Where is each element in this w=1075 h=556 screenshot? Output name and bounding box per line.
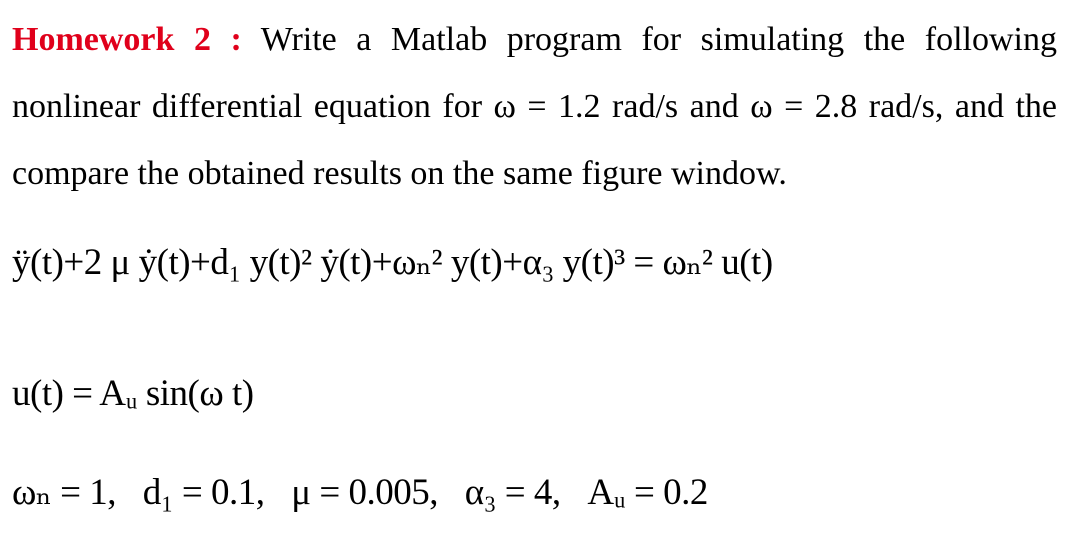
main-equation: ÿ(t)+2 μ ẏ(t)+d₁ y(t)² ẏ(t)+ωₙ² y(t)+α₃ y(t)³ = ωₙ² u(t) xyxy=(12,242,773,283)
homework-paragraph xyxy=(12,6,1057,207)
parameter-list xyxy=(12,470,708,514)
param-d1: d₁ = 0.1, xyxy=(142,472,265,513)
param-mu: μ = 0.005, xyxy=(291,472,438,513)
homework-label: Homework 2 : xyxy=(12,21,242,58)
input-equation: u(t) = Aᵤ sin(ω t) xyxy=(12,373,254,414)
param-omega-n: ωₙ = 1, xyxy=(12,472,116,513)
param-Au: Aᵤ = 0.2 xyxy=(587,472,708,513)
param-alpha3: α₃ = 4, xyxy=(464,472,561,513)
homework-text: Write a Matlab program for simulating the following nonlinear differential equation for ω = 1.2 rad/s and ω = 2.8 rad/s, and the compare the obtained results on the same figure window. xyxy=(12,21,1057,192)
